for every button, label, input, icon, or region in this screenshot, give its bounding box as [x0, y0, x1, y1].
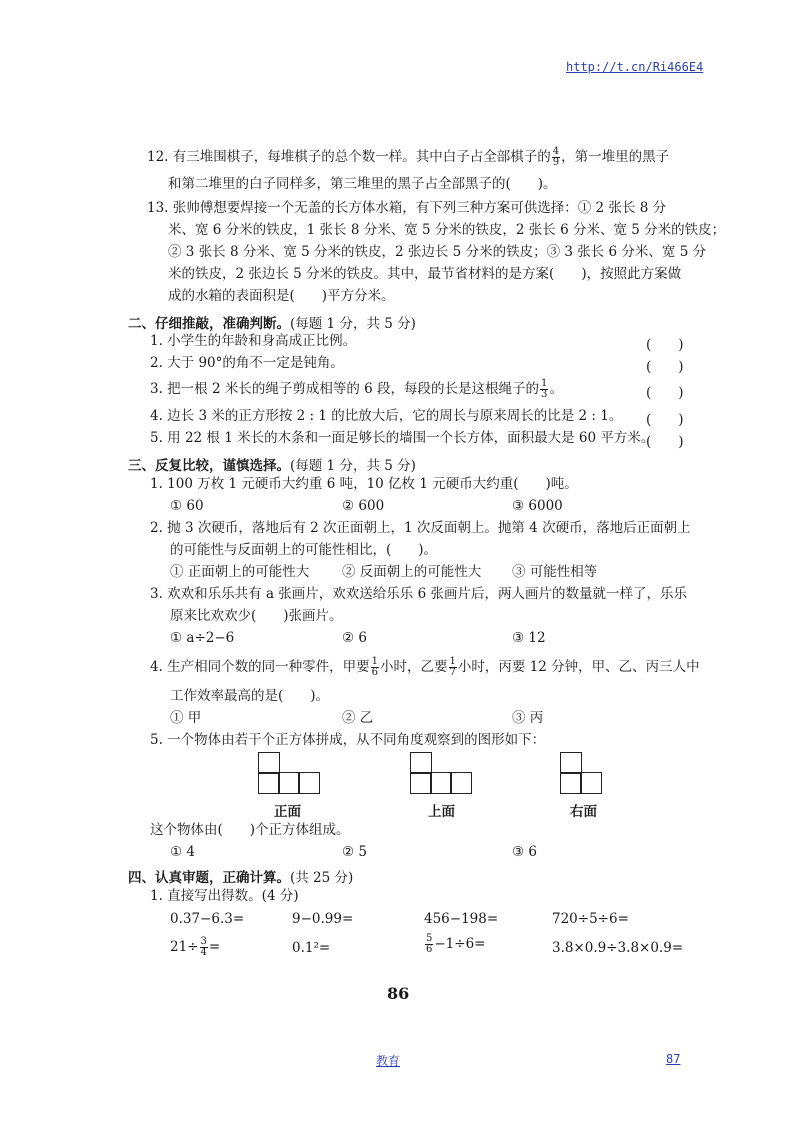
calc-r1-c1: 0.37−6.3= — [170, 911, 245, 927]
section2-heading — [128, 312, 416, 332]
top-view-label: 上面 — [428, 804, 455, 820]
calc-r1-c4: 720÷5÷6= — [552, 911, 629, 927]
choice-q5-opt1[interactable]: ① 4 — [170, 844, 195, 860]
choice-q2-opt1[interactable]: ① 正面朝上的可能性大 — [170, 564, 310, 580]
q13-line5: 成的水箱的表面积是( )平方分米。 — [168, 288, 395, 304]
calc-r2-c4: 3.8×0.9÷3.8×0.9= — [552, 940, 684, 956]
choice-q4-fraction-1: $\frac{1}{6}$ — [371, 656, 379, 678]
choice-q4-line2: 工作效率最高的是( )。 — [170, 688, 330, 704]
choice-q2-opt3[interactable]: ③ 可能性相等 — [512, 564, 598, 580]
q12-line2: 和第二堆里的白子同样多，第三堆里的黑子占全部黑子的( )。 — [168, 176, 557, 192]
right-view-label: 右面 — [570, 804, 597, 820]
judge-item-2: 2. 大于 90°的角不一定是钝角。 — [150, 355, 344, 371]
front-view-label: 正面 — [274, 804, 301, 820]
judge-item-5: 5. 用 22 根 1 米长的木条和一面足够长的墙围一个长方体，面积最大是 60 平方米。 — [150, 430, 655, 446]
choice-q4-opt1[interactable]: ① 甲 — [170, 710, 202, 726]
choice-q4-opt3[interactable]: ③ 丙 — [512, 710, 544, 726]
choice-q3-opt2[interactable]: ② 6 — [342, 630, 367, 646]
q13-line1: 13. 张帅傅想要焊接一个无盖的长方体水箱，有下列三种方案可供选择：① 2 张长 8 分 — [147, 200, 667, 216]
calc-r2-c2: 0.1²= — [292, 940, 331, 956]
q13-line4: 米的铁皮，2 张边长 5 分米的铁皮。其中，最节省材料的是方案( )，按照此方案做 — [168, 266, 682, 282]
calc-r2-c1-fraction: $\frac{3}{4}$ — [200, 936, 207, 958]
choice-q4-line1 — [150, 657, 700, 678]
choice-q3-opt1[interactable]: ① a÷2−6 — [170, 630, 235, 646]
judge-answer-1[interactable]: ( ) — [646, 337, 684, 353]
page-number: 86 — [387, 984, 410, 1003]
calc-r2-c1-text: 21÷ — [170, 939, 199, 955]
footer-right-link[interactable]: 87 — [666, 1052, 681, 1066]
calc-r2-c1 — [170, 937, 220, 958]
judge-item-3-fraction: $\frac{1}{3}$ — [541, 378, 548, 400]
calc-r2-c1-end: = — [208, 939, 221, 955]
section3-title: 三、反复比较，谨慎选择。 — [128, 458, 290, 474]
choice-q4-text-a: 4. 生产相同个数的同一种零件，甲要 — [150, 659, 370, 675]
section4-title: 四、认真审题，正确计算。 — [128, 870, 290, 886]
choice-q4-opt2[interactable]: ② 乙 — [342, 710, 374, 726]
calc-r2-c3-fraction: $\frac{5}{6}$ — [426, 933, 433, 955]
right-view-figure — [560, 752, 606, 796]
judge-item-3 — [150, 379, 563, 400]
q12-line1 — [147, 147, 669, 168]
choice-q4-text-b: 小时，乙要 — [380, 659, 448, 675]
section4-note: (共 25 分) — [290, 870, 354, 886]
judge-item-3-end: 。 — [549, 381, 563, 397]
choice-q2-opt2[interactable]: ② 反面朝上的可能性大 — [342, 564, 482, 580]
section2-title: 二、仔细推敲，准确判断。 — [128, 316, 290, 332]
choice-q1-opt1[interactable]: ① 60 — [170, 498, 204, 514]
calc-r1-c3: 456−198= — [424, 911, 499, 927]
choice-q1-opt3[interactable]: ③ 6000 — [512, 498, 563, 514]
header-link[interactable]: http://t.cn/Ri466E4 — [566, 60, 704, 74]
choice-q1: 1. 100 万枚 1 元硬币大约重 6 吨，10 亿枚 1 元硬币大约重( )吨。 — [150, 476, 578, 492]
q13-line3: ② 3 张长 8 分米、宽 5 分米的铁皮，2 张边长 5 分米的铁皮；③ 3 张长 6 分米、宽 5 分 — [168, 244, 707, 260]
judge-item-3-text: 3. 把一根 2 米长的绳子剪成相等的 6 段，每段的长是这根绳子的 — [150, 381, 540, 397]
choice-q3-line1: 3. 欢欢和乐乐共有 a 张画片，欢欢送给乐乐 6 张画片后，两人画片的数量就一样了，乐乐 — [150, 586, 687, 602]
judge-answer-3[interactable]: ( ) — [646, 385, 684, 401]
calc-r2-c3-end: −1÷6= — [434, 936, 486, 952]
judge-item-1: 1. 小学生的年龄和身高成正比例。 — [150, 333, 357, 349]
judge-item-4: 4. 边长 3 米的正方形按 2 : 1 的比放大后，它的周长与原来周长的比是 2 : 1。 — [150, 408, 623, 424]
choice-q3-line2: 原来比欢欢少( )张画片。 — [170, 608, 343, 624]
q13-line2: 米、宽 6 分米的铁皮，1 张长 8 分米、宽 5 分米的铁皮，2 张长 6 分米、宽 5 分米的铁皮； — [168, 222, 726, 238]
q12-text-b: ，第一堆里的黑子 — [561, 149, 670, 165]
choice-q5-opt2[interactable]: ② 5 — [342, 844, 367, 860]
front-view-figure — [258, 752, 324, 796]
judge-answer-4[interactable]: ( ) — [646, 412, 684, 428]
choice-q5-line2: 这个物体由( )个正方体组成。 — [150, 822, 350, 838]
choice-q2-line1: 2. 抛 3 次硬币，落地后有 2 次正面朝上，1 次反面朝上。抛第 4 次硬币，落地后正面朝上 — [150, 520, 691, 536]
calc-r2-c3 — [424, 934, 486, 955]
calc-r1-c2: 9−0.99= — [292, 911, 354, 927]
judge-answer-2[interactable]: ( ) — [646, 359, 684, 375]
choice-q2-line2: 的可能性与反面朝上的可能性相比，( )。 — [170, 542, 438, 558]
section3-note: (每题 1 分，共 5 分) — [290, 458, 416, 474]
calc-sub1: 1. 直接写出得数。(4 分) — [150, 888, 299, 904]
q12-text-a: 12. 有三堆围棋子，每堆棋子的总个数一样。其中白子占全部棋子的 — [147, 149, 551, 165]
choice-q5: 5. 一个物体由若干个正方体拼成，从不同角度观察到的图形如下： — [150, 732, 546, 748]
judge-answer-5[interactable]: ( ) — [646, 434, 684, 450]
q12-fraction: $\frac{4}{9}$ — [552, 146, 560, 168]
choice-q4-fraction-2: $\frac{1}{7}$ — [449, 656, 456, 678]
section2-note: (每题 1 分，共 5 分) — [290, 316, 416, 332]
choice-q3-opt3[interactable]: ③ 12 — [512, 630, 546, 646]
section4-heading — [128, 866, 353, 886]
top-view-figure — [410, 752, 476, 796]
choice-q4-text-c: 小时，丙要 12 分钟，甲、乙、丙三人中 — [457, 659, 700, 675]
choice-q1-opt2[interactable]: ② 600 — [342, 498, 385, 514]
section3-heading — [128, 454, 416, 474]
choice-q5-opt3[interactable]: ③ 6 — [512, 844, 537, 860]
footer-left-link[interactable]: 教育 — [376, 1054, 401, 1068]
